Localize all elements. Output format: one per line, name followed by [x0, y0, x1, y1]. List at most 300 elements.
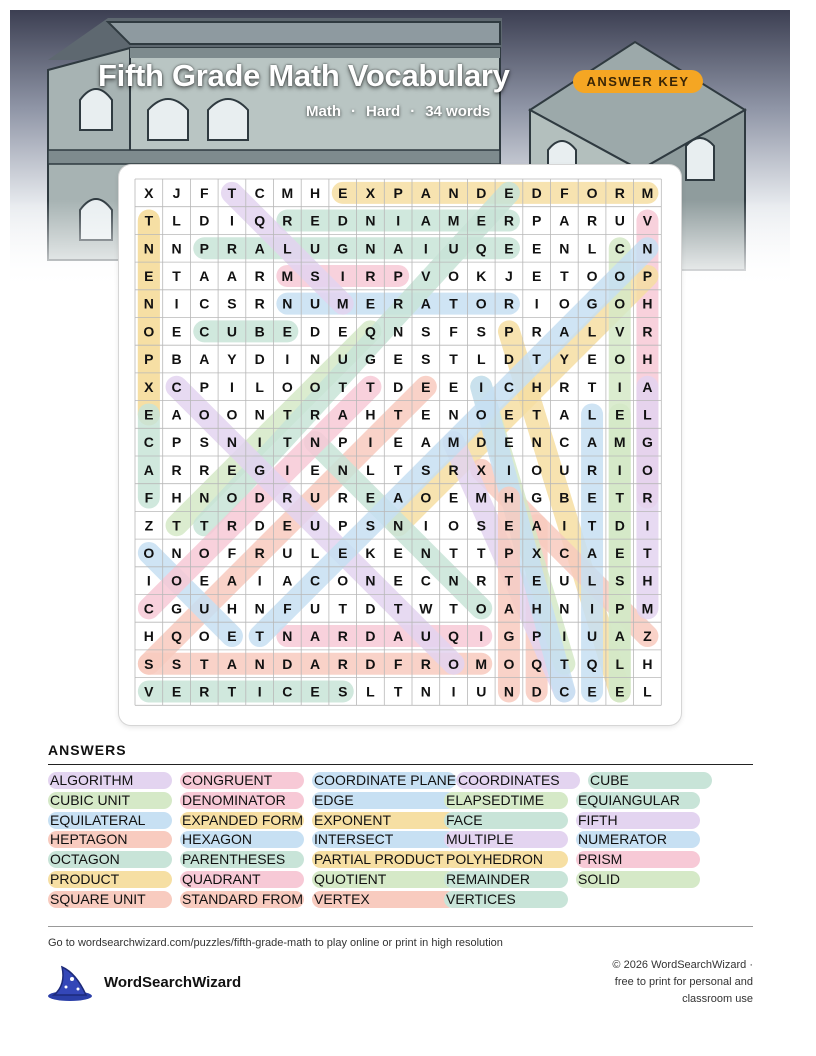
grid-letter[interactable]: O: [143, 544, 155, 561]
grid-letter[interactable]: T: [587, 517, 597, 534]
grid-letter[interactable]: T: [615, 489, 625, 506]
grid-letter[interactable]: E: [504, 406, 514, 423]
grid-letter[interactable]: A: [586, 434, 598, 451]
grid-letter[interactable]: I: [423, 240, 428, 257]
grid-letter[interactable]: A: [393, 628, 404, 645]
grid-letter[interactable]: A: [559, 406, 570, 423]
grid-letter[interactable]: S: [171, 655, 182, 672]
grid-letter[interactable]: K: [476, 267, 487, 284]
grid-letter[interactable]: A: [199, 267, 210, 284]
grid-letter[interactable]: T: [449, 295, 458, 312]
grid-letter[interactable]: O: [143, 323, 155, 340]
grid-letter[interactable]: J: [172, 184, 181, 201]
grid-letter[interactable]: U: [226, 323, 238, 340]
grid-letter[interactable]: N: [143, 240, 154, 257]
grid-letter[interactable]: R: [254, 544, 265, 561]
grid-letter[interactable]: S: [476, 323, 486, 340]
grid-letter[interactable]: H: [365, 406, 376, 423]
grid-letter[interactable]: O: [475, 295, 487, 312]
grid-letter[interactable]: D: [503, 351, 515, 368]
grid-letter[interactable]: O: [503, 655, 515, 672]
grid-letter[interactable]: E: [587, 351, 597, 368]
grid-letter[interactable]: N: [559, 240, 570, 257]
grid-letter[interactable]: T: [393, 406, 403, 423]
grid-letter[interactable]: T: [532, 406, 541, 423]
grid-letter[interactable]: R: [282, 489, 293, 506]
grid-letter[interactable]: O: [226, 406, 238, 423]
grid-letter[interactable]: T: [393, 600, 403, 617]
grid-letter[interactable]: N: [559, 600, 570, 617]
grid-letter[interactable]: E: [615, 406, 625, 423]
grid-letter[interactable]: E: [282, 517, 293, 534]
grid-letter[interactable]: A: [309, 628, 321, 645]
grid-letter[interactable]: E: [531, 240, 542, 257]
grid-letter[interactable]: I: [617, 378, 622, 395]
grid-letter[interactable]: A: [393, 489, 404, 506]
grid-letter[interactable]: F: [449, 323, 458, 340]
grid-letter[interactable]: R: [337, 655, 348, 672]
grid-letter[interactable]: R: [448, 461, 459, 478]
grid-letter[interactable]: Q: [365, 323, 376, 340]
grid-letter[interactable]: R: [420, 655, 431, 672]
grid-letter[interactable]: B: [559, 489, 570, 506]
grid-letter[interactable]: Q: [171, 628, 182, 645]
grid-letter[interactable]: R: [365, 267, 376, 284]
grid-letter[interactable]: S: [338, 683, 348, 700]
grid-letter[interactable]: D: [365, 655, 376, 672]
grid-letter[interactable]: D: [393, 378, 404, 395]
grid-letter[interactable]: E: [531, 267, 542, 284]
grid-letter[interactable]: Q: [254, 212, 266, 229]
grid-letter[interactable]: Z: [643, 628, 652, 645]
grid-letter[interactable]: X: [476, 461, 486, 478]
grid-letter[interactable]: P: [531, 628, 542, 645]
grid-letter[interactable]: S: [199, 434, 209, 451]
grid-letter[interactable]: P: [199, 240, 209, 257]
grid-letter[interactable]: S: [227, 295, 237, 312]
grid-letter[interactable]: Y: [559, 351, 570, 368]
grid-letter[interactable]: C: [559, 683, 570, 700]
grid-letter[interactable]: Y: [227, 351, 237, 368]
grid-letter[interactable]: T: [560, 267, 569, 284]
grid-letter[interactable]: T: [338, 378, 348, 395]
grid-letter[interactable]: H: [309, 184, 321, 201]
grid-letter[interactable]: E: [393, 434, 403, 451]
grid-letter[interactable]: R: [531, 323, 542, 340]
grid-letter[interactable]: R: [254, 295, 265, 312]
grid-letter[interactable]: Z: [144, 517, 154, 534]
grid-letter[interactable]: S: [310, 267, 320, 284]
grid-letter[interactable]: E: [171, 683, 182, 700]
grid-letter[interactable]: A: [614, 628, 625, 645]
grid-letter[interactable]: A: [420, 434, 431, 451]
grid-letter[interactable]: U: [476, 683, 487, 700]
grid-letter[interactable]: D: [365, 628, 376, 645]
grid-letter[interactable]: S: [365, 517, 376, 534]
grid-letter[interactable]: M: [613, 434, 626, 451]
grid-letter[interactable]: M: [336, 295, 349, 312]
grid-letter[interactable]: O: [198, 544, 210, 561]
grid-letter[interactable]: H: [171, 489, 182, 506]
grid-letter[interactable]: O: [171, 572, 182, 589]
grid-letter[interactable]: O: [198, 628, 210, 645]
grid-letter[interactable]: R: [337, 628, 348, 645]
grid-letter[interactable]: O: [420, 489, 432, 506]
grid-letter[interactable]: T: [199, 655, 209, 672]
grid-letter[interactable]: B: [254, 323, 265, 340]
grid-letter[interactable]: V: [615, 323, 625, 340]
grid-letter[interactable]: O: [475, 406, 487, 423]
grid-letter[interactable]: N: [420, 683, 431, 700]
grid-letter[interactable]: L: [476, 351, 486, 368]
grid-letter[interactable]: R: [226, 517, 238, 534]
grid-letter[interactable]: C: [503, 378, 515, 395]
grid-letter[interactable]: T: [366, 378, 375, 395]
grid-letter[interactable]: O: [198, 406, 210, 423]
grid-letter[interactable]: I: [396, 212, 401, 229]
grid-letter[interactable]: S: [615, 572, 625, 589]
grid-letter[interactable]: I: [230, 378, 234, 395]
grid-letter[interactable]: T: [227, 184, 237, 201]
grid-letter[interactable]: I: [423, 517, 428, 534]
grid-letter[interactable]: L: [615, 655, 625, 672]
grid-letter[interactable]: Q: [531, 655, 543, 672]
grid-letter[interactable]: R: [642, 323, 653, 340]
grid-letter[interactable]: G: [586, 295, 598, 312]
grid-letter[interactable]: E: [227, 461, 237, 478]
grid-letter[interactable]: P: [504, 323, 514, 340]
grid-letter[interactable]: E: [448, 489, 459, 506]
grid-letter[interactable]: E: [144, 406, 154, 423]
grid-letter[interactable]: R: [586, 212, 598, 229]
grid-letter[interactable]: T: [560, 655, 569, 672]
grid-letter[interactable]: A: [559, 323, 570, 340]
grid-letter[interactable]: T: [227, 683, 237, 700]
grid-letter[interactable]: J: [505, 267, 513, 284]
grid-letter[interactable]: E: [504, 184, 514, 201]
grid-letter[interactable]: X: [531, 544, 542, 561]
grid-letter[interactable]: F: [227, 544, 237, 561]
grid-letter[interactable]: P: [338, 434, 348, 451]
grid-letter[interactable]: F: [560, 184, 569, 201]
grid-letter[interactable]: O: [226, 489, 238, 506]
play-online-link[interactable]: Go to wordsearchwizard.com/puzzles/fifth-grade-math to play online or print in high resolution: [48, 937, 503, 949]
grid-letter[interactable]: P: [199, 378, 209, 395]
grid-letter[interactable]: D: [476, 184, 487, 201]
grid-letter[interactable]: L: [643, 683, 652, 700]
grid-letter[interactable]: S: [144, 655, 154, 672]
grid-letter[interactable]: T: [172, 267, 181, 284]
grid-letter[interactable]: A: [171, 406, 182, 423]
grid-letter[interactable]: E: [393, 572, 403, 589]
grid-letter[interactable]: I: [230, 212, 234, 229]
grid-letter[interactable]: O: [586, 184, 598, 201]
grid-letter[interactable]: E: [448, 378, 459, 395]
grid-letter[interactable]: E: [531, 572, 542, 589]
grid-letter[interactable]: M: [447, 434, 460, 451]
grid-letter[interactable]: U: [559, 572, 570, 589]
grid-letter[interactable]: D: [199, 212, 210, 229]
grid-letter[interactable]: A: [503, 600, 515, 617]
grid-letter[interactable]: A: [642, 378, 653, 395]
grid-letter[interactable]: N: [309, 351, 321, 368]
grid-letter[interactable]: P: [393, 184, 403, 201]
grid-letter[interactable]: T: [587, 378, 597, 395]
grid-letter[interactable]: C: [143, 600, 154, 617]
grid-letter[interactable]: L: [587, 406, 597, 423]
grid-letter[interactable]: G: [171, 600, 182, 617]
grid-letter[interactable]: T: [449, 600, 458, 617]
grid-letter[interactable]: R: [586, 461, 598, 478]
grid-letter[interactable]: L: [283, 240, 292, 257]
grid-letter[interactable]: N: [365, 212, 376, 229]
grid-letter[interactable]: H: [642, 655, 653, 672]
grid-letter[interactable]: E: [338, 184, 348, 201]
grid-letter[interactable]: E: [365, 295, 376, 312]
grid-letter[interactable]: U: [309, 489, 321, 506]
grid-letter[interactable]: N: [282, 295, 293, 312]
grid-letter[interactable]: L: [587, 572, 597, 589]
grid-letter[interactable]: U: [614, 212, 625, 229]
grid-letter[interactable]: I: [368, 434, 373, 451]
grid-letter[interactable]: L: [310, 544, 320, 561]
grid-letter[interactable]: T: [144, 212, 154, 229]
grid-letter[interactable]: L: [255, 378, 264, 395]
grid-letter[interactable]: X: [144, 184, 154, 201]
grid-letter[interactable]: E: [144, 267, 154, 284]
grid-letter[interactable]: S: [421, 323, 431, 340]
grid-letter[interactable]: P: [615, 600, 625, 617]
grid-letter[interactable]: D: [254, 517, 265, 534]
grid-letter[interactable]: R: [199, 461, 210, 478]
grid-letter[interactable]: O: [475, 600, 487, 617]
grid-letter[interactable]: M: [475, 489, 488, 506]
grid-letter[interactable]: N: [448, 572, 459, 589]
grid-letter[interactable]: C: [309, 572, 321, 589]
grid-letter[interactable]: O: [448, 655, 459, 672]
grid-letter[interactable]: E: [393, 544, 403, 561]
grid-letter[interactable]: E: [421, 406, 431, 423]
grid-letter[interactable]: H: [531, 378, 542, 395]
grid-letter[interactable]: C: [199, 323, 210, 340]
grid-letter[interactable]: N: [365, 572, 376, 589]
grid-letter[interactable]: U: [282, 544, 293, 561]
grid-letter[interactable]: E: [227, 628, 237, 645]
grid-letter[interactable]: I: [340, 267, 345, 284]
grid-letter[interactable]: D: [365, 600, 376, 617]
grid-letter[interactable]: D: [254, 489, 265, 506]
grid-letter[interactable]: C: [199, 295, 210, 312]
grid-letter[interactable]: R: [282, 212, 293, 229]
grid-letter[interactable]: H: [642, 295, 653, 312]
grid-letter[interactable]: I: [590, 600, 594, 617]
grid-letter[interactable]: I: [479, 628, 484, 645]
grid-letter[interactable]: G: [337, 240, 349, 257]
grid-letter[interactable]: M: [475, 655, 488, 672]
grid-letter[interactable]: R: [226, 240, 238, 257]
grid-letter[interactable]: N: [309, 434, 321, 451]
grid-letter[interactable]: L: [366, 461, 375, 478]
grid-letter[interactable]: E: [171, 323, 182, 340]
grid-letter[interactable]: T: [449, 351, 458, 368]
grid-letter[interactable]: E: [615, 683, 625, 700]
grid-letter[interactable]: N: [337, 461, 348, 478]
grid-letter[interactable]: P: [393, 267, 403, 284]
grid-letter[interactable]: E: [504, 240, 514, 257]
grid-letter[interactable]: R: [614, 184, 625, 201]
grid-letter[interactable]: E: [476, 212, 486, 229]
grid-letter[interactable]: U: [420, 628, 431, 645]
grid-letter[interactable]: O: [281, 378, 293, 395]
grid-letter[interactable]: A: [226, 655, 238, 672]
grid-letter[interactable]: C: [171, 378, 182, 395]
grid-letter[interactable]: I: [257, 434, 262, 451]
grid-letter[interactable]: N: [642, 240, 653, 257]
grid-letter[interactable]: A: [282, 572, 293, 589]
grid-letter[interactable]: N: [226, 434, 238, 451]
grid-letter[interactable]: U: [448, 240, 459, 257]
grid-letter[interactable]: M: [641, 600, 654, 617]
grid-letter[interactable]: E: [365, 489, 376, 506]
grid-letter[interactable]: N: [254, 655, 265, 672]
grid-letter[interactable]: R: [254, 267, 265, 284]
grid-letter[interactable]: P: [338, 517, 348, 534]
grid-letter[interactable]: I: [645, 517, 650, 534]
grid-letter[interactable]: R: [476, 572, 487, 589]
grid-letter[interactable]: H: [642, 351, 653, 368]
grid-letter[interactable]: G: [254, 461, 266, 478]
grid-letter[interactable]: P: [642, 267, 653, 284]
grid-letter[interactable]: N: [393, 323, 404, 340]
grid-letter[interactable]: E: [199, 572, 209, 589]
grid-letter[interactable]: G: [503, 628, 515, 645]
grid-letter[interactable]: D: [282, 655, 293, 672]
grid-letter[interactable]: A: [393, 240, 404, 257]
grid-letter[interactable]: I: [285, 351, 290, 368]
grid-letter[interactable]: A: [309, 655, 321, 672]
grid-letter[interactable]: T: [532, 351, 541, 368]
grid-letter[interactable]: E: [310, 461, 320, 478]
grid-letter[interactable]: I: [257, 683, 262, 700]
grid-letter[interactable]: P: [144, 351, 154, 368]
grid-letter[interactable]: N: [503, 683, 515, 700]
grid-letter[interactable]: N: [365, 240, 376, 257]
grid-letter[interactable]: H: [143, 628, 154, 645]
grid-letter[interactable]: O: [642, 461, 653, 478]
grid-letter[interactable]: I: [479, 378, 484, 395]
grid-letter[interactable]: R: [393, 295, 404, 312]
grid-letter[interactable]: X: [144, 378, 154, 395]
grid-letter[interactable]: U: [559, 461, 570, 478]
grid-letter[interactable]: A: [254, 240, 265, 257]
grid-letter[interactable]: E: [310, 212, 320, 229]
grid-letter[interactable]: O: [448, 517, 459, 534]
grid-letter[interactable]: O: [448, 267, 459, 284]
grid-letter[interactable]: C: [420, 572, 431, 589]
grid-letter[interactable]: E: [587, 683, 597, 700]
grid-letter[interactable]: P: [171, 434, 182, 451]
grid-letter[interactable]: O: [586, 267, 598, 284]
grid-letter[interactable]: M: [281, 267, 294, 284]
grid-letter[interactable]: N: [448, 406, 459, 423]
grid-letter[interactable]: N: [254, 406, 265, 423]
grid-letter[interactable]: H: [642, 572, 653, 589]
grid-letter[interactable]: G: [531, 489, 543, 506]
grid-letter[interactable]: I: [257, 572, 262, 589]
grid-letter[interactable]: Q: [475, 240, 487, 257]
grid-letter[interactable]: A: [226, 572, 238, 589]
grid-letter[interactable]: O: [337, 572, 349, 589]
grid-letter[interactable]: T: [476, 544, 486, 561]
grid-letter[interactable]: N: [171, 240, 182, 257]
grid-letter[interactable]: U: [337, 351, 348, 368]
grid-letter[interactable]: D: [531, 683, 542, 700]
grid-letter[interactable]: E: [310, 683, 320, 700]
grid-letter[interactable]: F: [199, 184, 209, 201]
grid-letter[interactable]: L: [172, 212, 181, 229]
grid-letter[interactable]: U: [586, 628, 598, 645]
grid-letter[interactable]: E: [338, 323, 348, 340]
grid-letter[interactable]: E: [393, 351, 403, 368]
grid-letter[interactable]: T: [504, 572, 514, 589]
grid-letter[interactable]: I: [562, 517, 567, 534]
grid-letter[interactable]: U: [309, 600, 321, 617]
grid-letter[interactable]: W: [419, 600, 433, 617]
grid-letter[interactable]: B: [171, 351, 182, 368]
grid-letter[interactable]: O: [531, 461, 543, 478]
grid-letter[interactable]: T: [283, 406, 292, 423]
grid-letter[interactable]: D: [476, 434, 487, 451]
grid-letter[interactable]: O: [614, 295, 626, 312]
grid-letter[interactable]: N: [448, 184, 459, 201]
grid-letter[interactable]: D: [309, 323, 321, 340]
grid-letter[interactable]: A: [199, 351, 210, 368]
grid-letter[interactable]: D: [614, 517, 625, 534]
grid-letter[interactable]: I: [617, 461, 622, 478]
grid-letter[interactable]: A: [143, 461, 154, 478]
grid-letter[interactable]: M: [447, 212, 460, 229]
grid-letter[interactable]: U: [199, 600, 210, 617]
grid-letter[interactable]: A: [420, 295, 431, 312]
grid-letter[interactable]: A: [559, 212, 570, 229]
grid-letter[interactable]: V: [421, 267, 431, 284]
grid-letter[interactable]: C: [254, 184, 265, 201]
grid-letter[interactable]: L: [366, 683, 375, 700]
grid-letter[interactable]: Q: [448, 628, 459, 645]
grid-letter[interactable]: U: [309, 240, 321, 257]
grid-letter[interactable]: A: [531, 517, 542, 534]
grid-letter[interactable]: G: [642, 434, 653, 451]
grid-letter[interactable]: L: [587, 240, 597, 257]
grid-letter[interactable]: T: [393, 461, 403, 478]
grid-letter[interactable]: S: [421, 351, 431, 368]
grid-letter[interactable]: T: [338, 600, 348, 617]
grid-letter[interactable]: R: [503, 295, 515, 312]
grid-letter[interactable]: O: [558, 295, 570, 312]
grid-letter[interactable]: N: [393, 517, 404, 534]
grid-letter[interactable]: F: [393, 655, 403, 672]
grid-letter[interactable]: P: [504, 544, 514, 561]
grid-letter[interactable]: I: [451, 683, 456, 700]
grid-letter[interactable]: R: [503, 212, 515, 229]
grid-letter[interactable]: R: [171, 461, 182, 478]
grid-letter[interactable]: G: [365, 351, 376, 368]
grid-letter[interactable]: N: [143, 295, 154, 312]
grid-letter[interactable]: E: [421, 378, 431, 395]
grid-letter[interactable]: N: [420, 544, 431, 561]
grid-letter[interactable]: F: [144, 489, 154, 506]
grid-letter[interactable]: I: [534, 295, 539, 312]
